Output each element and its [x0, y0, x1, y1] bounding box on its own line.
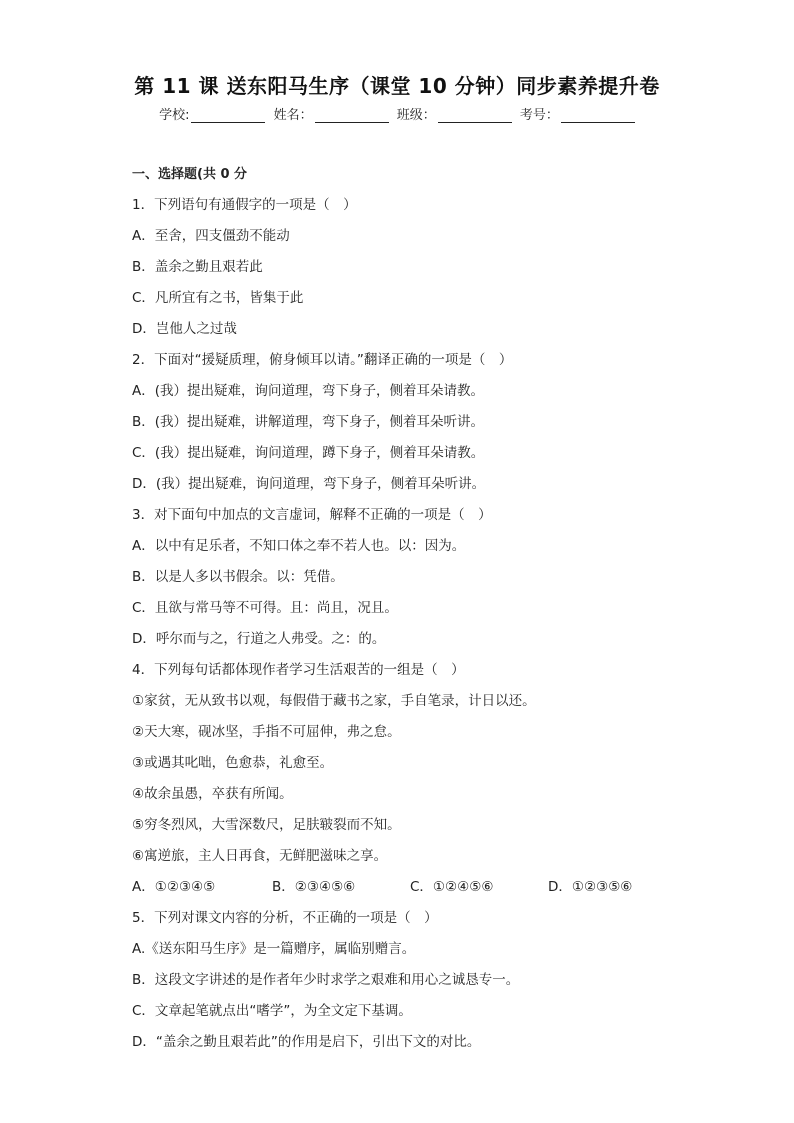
q5-stem: 5．下列对课文内容的分析，不正确的一项是（ ）	[132, 910, 438, 926]
question-content	[132, 164, 692, 1058]
q4-option-b: B．②③④⑤⑥	[272, 879, 356, 895]
q3-stem: 3．对下面句中加点的文言虚词，解释不正确的一项是（ ）	[132, 507, 492, 523]
q1-option-b: B．盖余之勤且艰若此	[132, 259, 263, 275]
q4-item-6: ⑥寓逆旅，主人日再食，无鲜肥滋味之享。	[132, 848, 388, 864]
q2-option-c: C．(我）提出疑难，询问道理，蹲下身子，侧着耳朵请教。	[132, 445, 485, 461]
q1-option-c: C．凡所宜有之书，皆集于此	[132, 290, 304, 306]
name-blank[interactable]	[315, 108, 389, 123]
q1-stem: 1．下列语句有通假字的一项是（ ）	[132, 197, 357, 213]
exam-no-blank[interactable]	[561, 108, 635, 123]
school-label: 学校:	[159, 108, 190, 123]
q3-option-a: A．以中有足乐者，不知口体之奉不若人也。以：因为。	[132, 538, 466, 554]
class-label: 班级：	[396, 108, 436, 123]
q4-item-3: ③或遇其叱咄，色愈恭，礼愈至。	[132, 755, 334, 771]
q4-options	[132, 872, 692, 903]
q4-item-1: ①家贫，无从致书以观，每假借于藏书之家，手自笔录，计日以还。	[132, 693, 536, 709]
q2-option-a: A．(我）提出疑难，询问道理，弯下身子，侧着耳朵请教。	[132, 383, 485, 399]
q4-item-4: ④故余虽愚，卒获有所闻。	[132, 786, 293, 802]
q4-option-d: D．①②③⑤⑥	[548, 879, 633, 895]
section-title: 一、选择题(共 0 分	[132, 167, 248, 182]
q4-item-5: ⑤穷冬烈风，大雪深数尺，足肤皲裂而不知。	[132, 817, 401, 833]
q5-option-a: A.《送东阳马生序》是一篇赠序，属临别赠言。	[132, 941, 416, 957]
class-blank[interactable]	[438, 108, 512, 123]
q5-option-b: B．这段文字讲述的是作者年少时求学之艰难和用心之诚恳专一。	[132, 972, 520, 988]
q4-item-2: ②天大寒，砚冰坚，手指不可屈伸，弗之怠。	[132, 724, 401, 740]
q4-option-a: A．①②③④⑤	[132, 879, 216, 895]
q5-option-c: C．文章起笔就点出“嗜学”，为全文定下基调。	[132, 1003, 412, 1019]
page-title: 第 11 课 送东阳马生序（课堂 10 分钟）同步素养提升卷	[134, 74, 660, 98]
q4-option-c: C．①②④⑤⑥	[410, 879, 494, 895]
exam-no-label: 考号：	[519, 108, 559, 123]
name-label: 姓名：	[273, 108, 313, 123]
q2-option-b: B．(我）提出疑难，讲解道理，弯下身子，侧着耳朵听讲。	[132, 414, 485, 430]
q5-option-d: D．“盖余之勤且艰若此”的作用是启下，引出下文的对比。	[132, 1034, 481, 1050]
q2-stem: 2．下面对“援疑质理，俯身倾耳以请。”翻译正确的一项是（ ）	[132, 352, 513, 368]
q1-option-d: D．岂他人之过哉	[132, 321, 237, 337]
q1-option-a: A．至舍，四支僵劲不能动	[132, 228, 290, 244]
school-blank[interactable]	[191, 108, 265, 123]
q2-option-d: D．(我）提出疑难，询问道理，弯下身子，侧着耳朵听讲。	[132, 476, 486, 492]
student-info-row	[0, 104, 794, 123]
q3-option-b: B．以是人多以书假余。以：凭借。	[132, 569, 344, 585]
q4-stem: 4．下列每句话都体现作者学习生活艰苦的一组是（ ）	[132, 662, 465, 678]
q3-option-c: C．且欲与常马等不可得。且：尚且，况且。	[132, 600, 398, 616]
q3-option-d: D．呼尔而与之，行道之人弗受。之：的。	[132, 631, 386, 647]
